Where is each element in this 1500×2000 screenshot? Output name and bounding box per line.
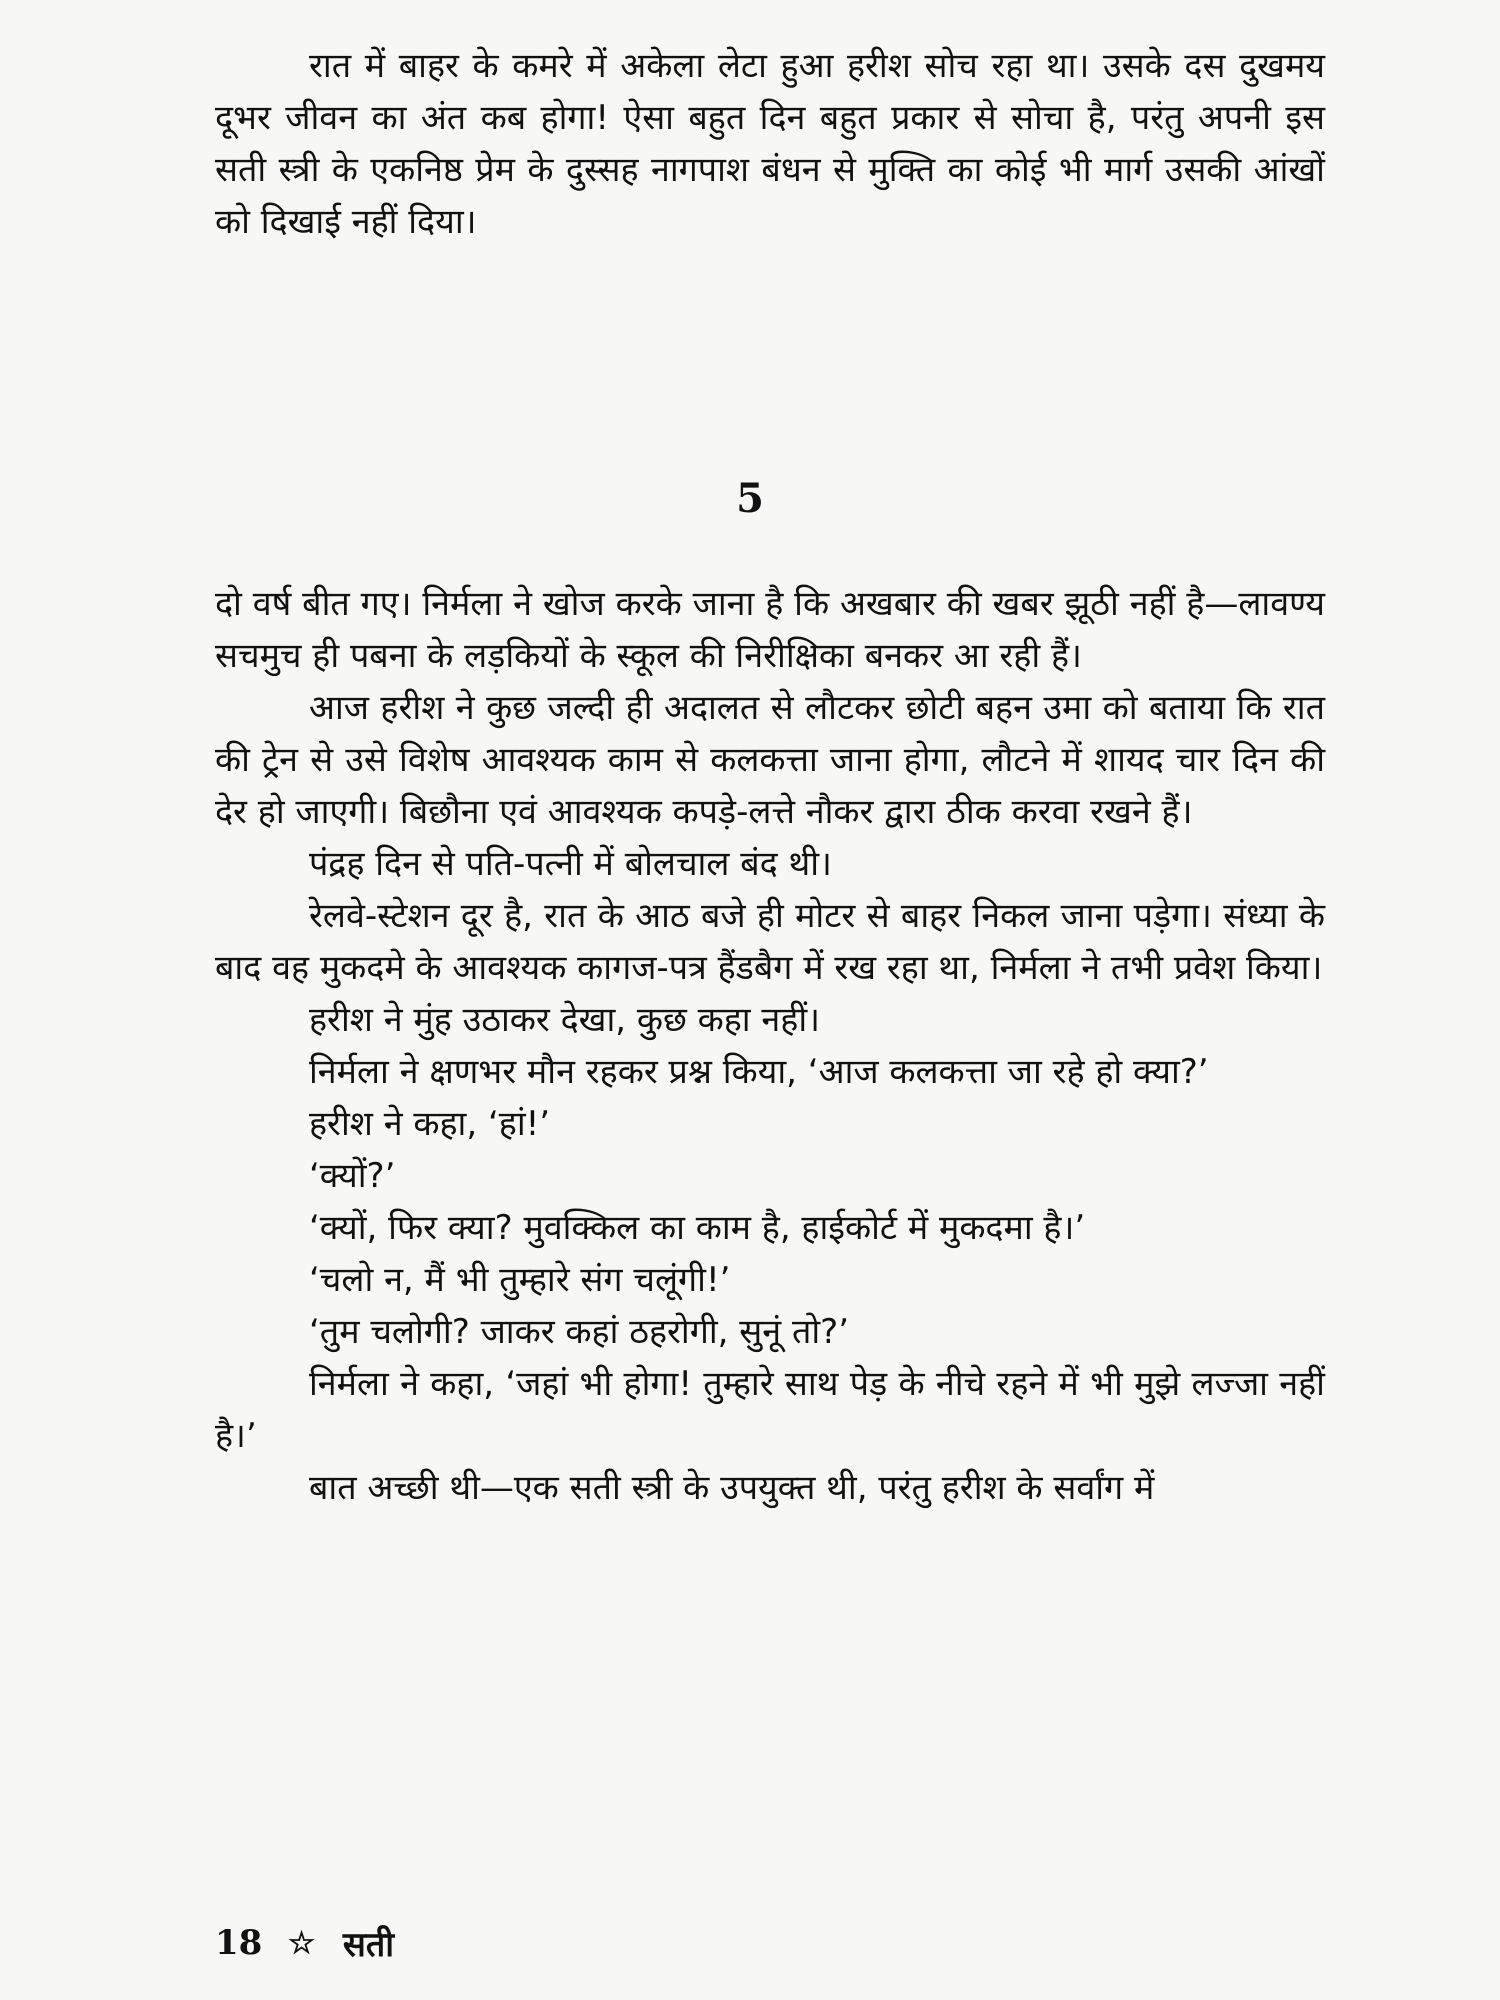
page-footer <box>215 1920 394 1966</box>
paragraph: रात में बाहर के कमरे में अकेला लेटा हुआ हरीश सोच रहा था। उसके दस दुखमय दूभर जीवन का अंत कब होगा! ऐसा बहुत दिन बहुत प्रकार से सोचा है, परंतु अपनी इस सती स्त्री के एकनिष्ठ प्रेम के दुस्सह नागपाश बंधन से मुक्ति का कोई भी मार्ग उसकी आंखों को दिखाई नहीं दिया। <box>215 46 1325 242</box>
paragraph: दो वर्ष बीत गए। निर्मला ने खोज करके जाना है कि अखबार की खबर झूठी नहीं है—लावण्य सचमुच ही पबना के लड़कियों के स्कूल की निरीक्षिका बनकर आ रही हैं। <box>215 584 1325 676</box>
paragraph: ‘तुम चलोगी? जाकर कहां ठहरोगी, सुनूं तो?’ <box>309 1312 849 1352</box>
paragraph: हरीश ने कहा, ‘हां!’ <box>309 1104 551 1144</box>
paragraph: ‘क्यों, फिर क्या? मुवक्किल का काम है, हाईकोर्ट में मुकदमा है।’ <box>309 1208 1086 1248</box>
paragraph: ‘चलो न, मैं भी तुम्हारे संग चलूंगी!’ <box>309 1260 731 1300</box>
paragraph: रेलवे-स्टेशन दूर है, रात के आठ बजे ही मोटर से बाहर निकल जाना पड़ेगा। संध्या के बाद वह मुकदमे के आवश्यक कागज-पत्र हैंडबैग में रख रहा था, निर्मला ने तभी प्रवेश किया। <box>215 896 1325 988</box>
star-icon: ☆ <box>288 1925 316 1961</box>
text-block-body <box>215 578 1325 1514</box>
paragraph: ‘क्यों?’ <box>309 1156 396 1196</box>
chapter-number: 5 <box>736 475 764 522</box>
text-block-top <box>215 40 1325 248</box>
paragraph: हरीश ने मुंह उठाकर देखा, कुछ कहा नहीं। <box>309 1000 821 1040</box>
paragraph: निर्मला ने कहा, ‘जहां भी होगा! तुम्हारे साथ पेड़ के नीचे रहने में भी मुझे लज्जा नहीं है।’ <box>215 1364 1325 1456</box>
paragraph: बात अच्छी थी—एक सती स्त्री के उपयुक्त थी, परंतु हरीश के सर्वांग में <box>309 1468 1155 1508</box>
page-number: 18 <box>215 1923 263 1963</box>
paragraph: निर्मला ने क्षणभर मौन रहकर प्रश्न किया, ‘आज कलकत्ता जा रहे हो क्या?’ <box>309 1052 1209 1092</box>
paragraph: आज हरीश ने कुछ जल्दी ही अदालत से लौटकर छोटी बहन उमा को बताया कि रात की ट्रेन से उसे विशेष आवश्यक काम से कलकत्ता जाना होगा, लौटने में शायद चार दिन की देर हो जाएगी। बिछौना एवं आवश्यक कपड़े-लत्ते नौकर द्वारा ठीक करवा रखने हैं। <box>215 688 1325 832</box>
book-title: सती <box>342 1925 395 1965</box>
paragraph: पंद्रह दिन से पति-पत्नी में बोलचाल बंद थी। <box>309 844 832 884</box>
